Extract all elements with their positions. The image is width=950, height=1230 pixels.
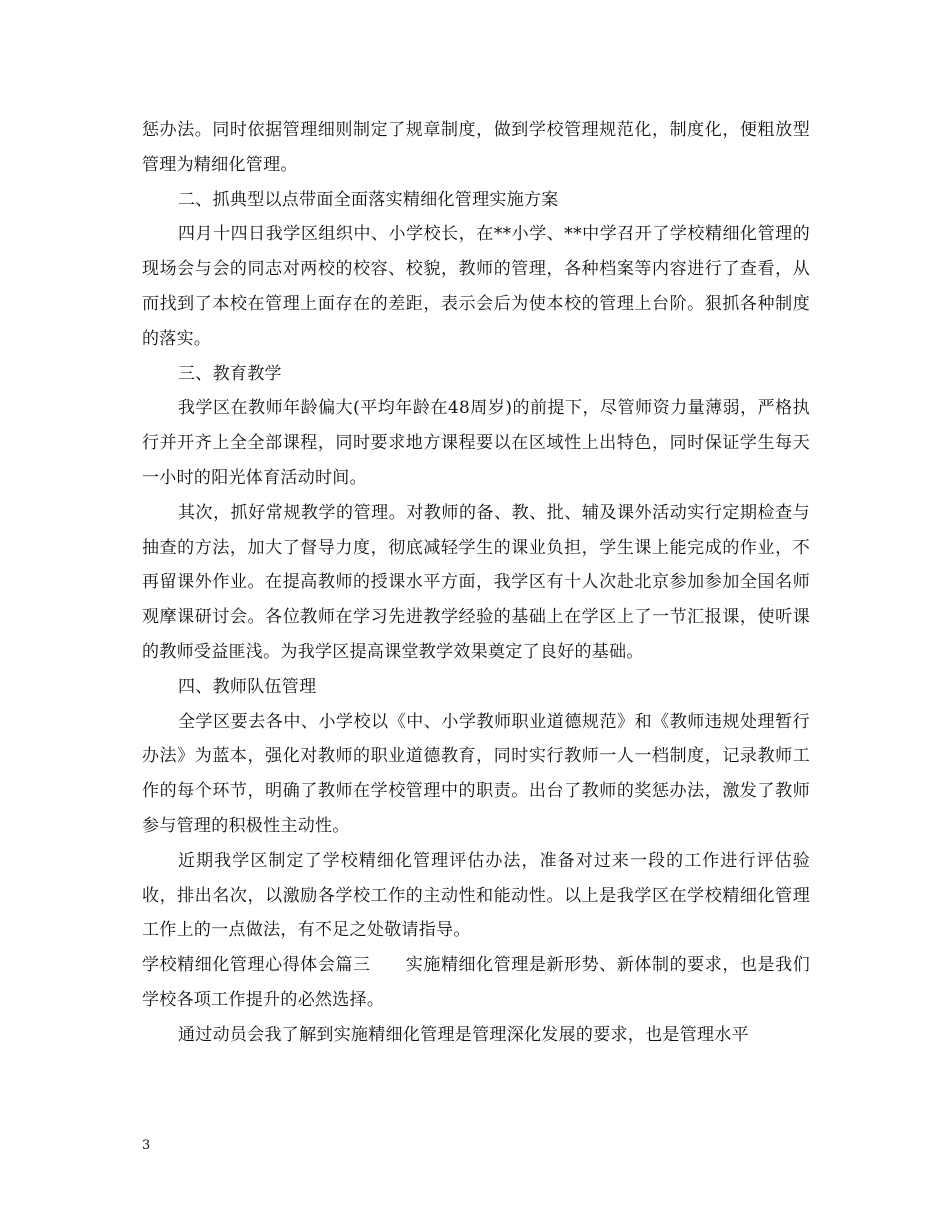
paragraph-5: 我学区在教师年龄偏大(平均年龄在48周岁)的前提下，尽管师资力量薄弱，严格执行并开齐上全全部课程，同时要求地方课程要以在区域性上出特色，同时保证学生每天一小时的阳光体育活动时间。 <box>142 398 810 488</box>
section-heading-3: 三、教育教学 <box>178 363 282 384</box>
page-number: 3 <box>142 1138 151 1153</box>
paragraph-3: 四月十四日我学区组织中、小学校长，在**小学、**中学召开了学校精细化管理的现场会与会的同志对两校的校容、校貌，教师的管理，各种档案等内容进行了查看，从而找到了本校在管理上面存在的差距，表示会后为使本校的管理上台阶。狠抓各种制度的落实。 <box>142 224 810 349</box>
paragraph-8: 全学区要去各中、小学校以《中、小学教师职业道德规范》和《教师违规处理暂行办法》为蓝本，强化对教师的职业道德教育，同时实行教师一人一档制度，记录教师工作的每个环节，明确了教师在学校管理中的职责。出台了教师的奖惩办法，激发了教师参与管理的积极性主动性。 <box>142 711 810 836</box>
paragraph-10: 学校精细化管理心得体会篇三 实施精细化管理是新形势、新体制的要求，也是我们学校各项工作提升的必然选择。 <box>142 955 810 1010</box>
document-body <box>142 113 810 1053</box>
section-heading-2: 二、抓典型以点带面全面落实精细化管理实施方案 <box>178 189 559 210</box>
paragraph-6: 其次，抓好常规教学的管理。对教师的备、教、批、辅及课外活动实行定期检查与抽查的方法，加大了督导力度，彻底减轻学生的课业负担，学生课上能完成的作业，不再留课外作业。在提高教师的授课水平方面，我学区有十人次赴北京参加参加全国名师观摩课研讨会。各位教师在学习先进教学经验的基础上在学区上了一节汇报课，使听课的教师受益匪浅。为我学区提高课堂教学效果奠定了良好的基础。 <box>142 502 810 662</box>
section-heading-4: 四、教师队伍管理 <box>178 676 317 697</box>
paragraph-1: 惩办法。同时依据管理细则制定了规章制度，做到学校管理规范化，制度化，便粗放型管理为精细化管理。 <box>142 120 810 175</box>
paragraph-11: 通过动员会我了解到实施精细化管理是管理深化发展的要求，也是管理水平 <box>178 1024 749 1045</box>
paragraph-9: 近期我学区制定了学校精细化管理评估办法，准备对过来一段的工作进行评估验收，排出名次，以激励各学校工作的主动性和能动性。以上是我学区在学校精细化管理工作上的一点做法，有不足之处敬请指导。 <box>142 850 810 941</box>
